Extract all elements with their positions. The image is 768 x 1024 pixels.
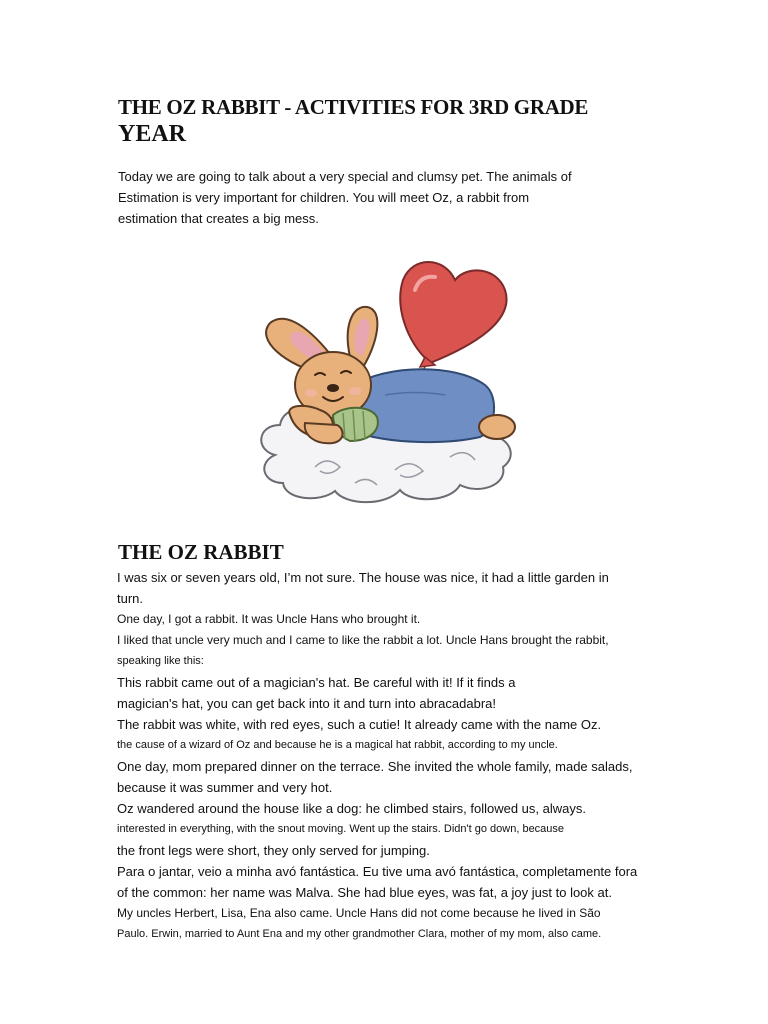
intro-line: estimation that creates a big mess. xyxy=(118,211,319,226)
story-line: the cause of a wizard of Oz and because he is a magical hat rabbit, according to my uncle. xyxy=(117,739,558,751)
story-line: interested in everything, with the snout moving. Went up the stairs. Didn't go down, because xyxy=(117,823,565,835)
document-title xyxy=(118,95,678,149)
story-line: Paulo. Erwin, married to Aunt Ena and my other grandmother Clara, mother of my mom, also came. xyxy=(117,928,602,940)
rabbit-on-cloud-with-heart-balloon-icon xyxy=(245,245,535,517)
story-line: magician's hat, you can get back into it and turn into abracadabra! xyxy=(117,696,496,711)
story-line: I liked that uncle very much and I came to like the rabbit a lot. Uncle Hans brought the rabbit, xyxy=(117,633,609,647)
story-line: turn. xyxy=(117,591,144,606)
title-line-1: THE OZ RABBIT - ACTIVITIES FOR 3RD GRADE xyxy=(118,95,589,119)
story-line: Para o jantar, veio a minha avó fantástica. Eu tive uma avó fantástica, completamente fora xyxy=(117,864,638,879)
story-line: speaking like this: xyxy=(117,655,204,667)
story-line: My uncles Herbert, Lisa, Ena also came. Uncle Hans did not come because he lived in São xyxy=(117,906,601,920)
story-line: of the common: her name was Malva. She had blue eyes, was fat, a joy just to look at. xyxy=(117,885,612,900)
rabbit-foot xyxy=(479,415,515,439)
story-line: This rabbit came out of a magician's hat. Be careful with it! If it finds a xyxy=(117,675,516,690)
intro-paragraph xyxy=(118,166,638,229)
story-line: Oz wandered around the house like a dog: he climbed stairs, followed us, always. xyxy=(117,801,586,816)
intro-line: Today we are going to talk about a very special and clumsy pet. The animals of xyxy=(118,169,572,184)
story-line: the front legs were short, they only served for jumping. xyxy=(117,843,430,858)
intro-line: Estimation is very important for children. You will meet Oz, a rabbit from xyxy=(118,190,530,205)
section-heading: THE OZ RABBIT xyxy=(118,540,284,564)
story-line: because it was summer and very hot. xyxy=(117,780,333,795)
heart-balloon xyxy=(400,262,506,363)
story-line: The rabbit was white, with red eyes, such a cutie! It already came with the name Oz. xyxy=(117,717,602,732)
story-line: One day, mom prepared dinner on the terrace. She invited the whole family, made salads, xyxy=(117,759,633,774)
rabbit-nose xyxy=(327,384,339,392)
story-text xyxy=(117,567,657,945)
story-line: One day, I got a rabbit. It was Uncle Hans who brought it. xyxy=(117,612,421,626)
title-line-2: YEAR xyxy=(118,121,187,147)
story-line: I was six or seven years old, I’m not sure. The house was nice, it had a little garden in xyxy=(117,570,609,585)
